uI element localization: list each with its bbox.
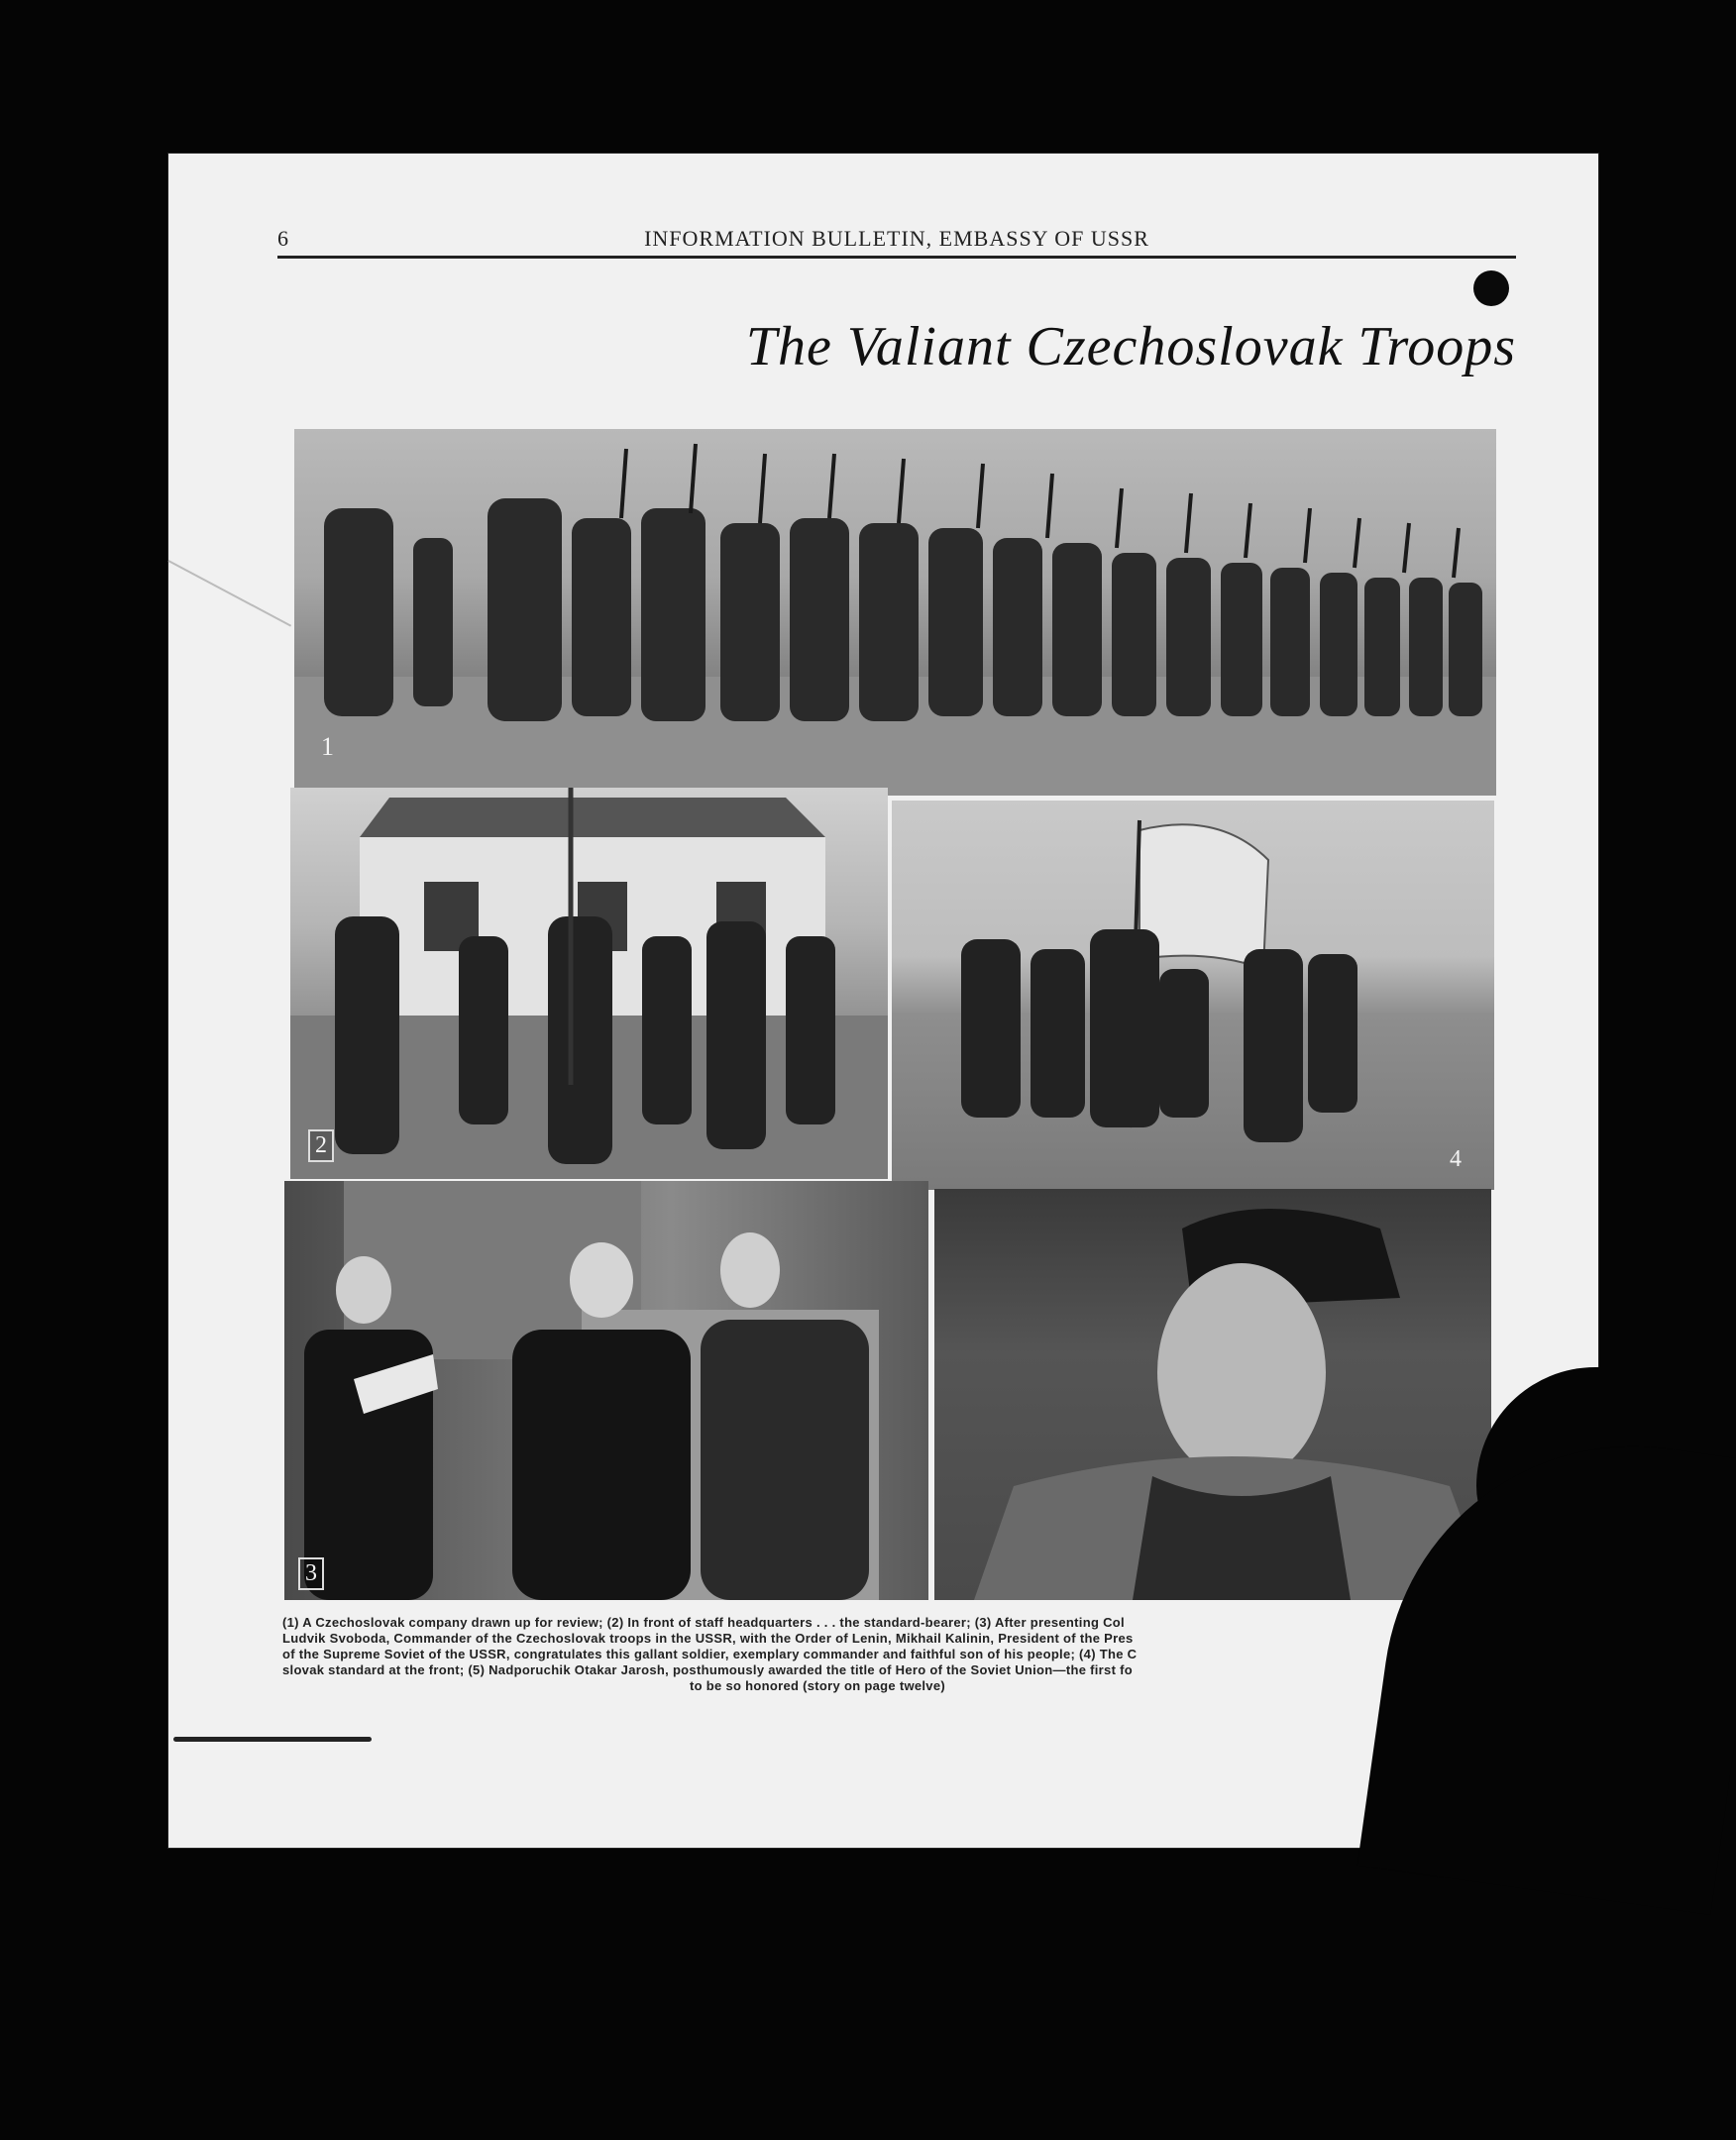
caption-line-5: to be so honored (story on page twelve)	[689, 1678, 945, 1693]
page-header	[277, 216, 1516, 259]
photo-number-1: 1	[321, 732, 334, 761]
photo-number-3: 3	[298, 1557, 324, 1590]
photo-caption	[282, 1615, 1432, 1694]
jarosh-portrait-photo	[934, 1189, 1491, 1600]
standard-at-front-photo	[892, 801, 1494, 1190]
house-and-soldiers-illustration	[290, 788, 888, 1179]
caption-line-2: Ludvik Svoboda, Commander of the Czechoslovak troops in the USSR, with the Order of Lenin, Mikhail Kalinin, President of the Pres	[282, 1631, 1134, 1646]
photo-number-4: 4	[1450, 1146, 1462, 1172]
standard-bearers-illustration	[892, 801, 1494, 1190]
photo-number-2: 2	[308, 1129, 334, 1162]
running-head: INFORMATION BULLETIN, EMBASSY OF USSR	[644, 226, 1149, 251]
headquarters-photo	[290, 788, 888, 1179]
caption-line-1: (1) A Czechoslovak company drawn up for review; (2) In front of staff headquarters . . . the standard-bearer; (3) After presenting Col	[282, 1615, 1125, 1630]
ink-mark	[173, 1737, 372, 1742]
company-review-photo	[294, 429, 1496, 796]
soldiers-illustration	[294, 429, 1496, 796]
kalinin-order-photo	[284, 1181, 928, 1600]
caption-line-4: slovak standard at the front; (5) Nadporuchik Otakar Jarosh, posthumously awarded the title of Hero of the Soviet Union—the first fo	[282, 1662, 1133, 1677]
ceremony-illustration	[284, 1181, 928, 1600]
article-title: The Valiant Czechoslovak Troops	[745, 316, 1516, 377]
caption-line-3: of the Supreme Soviet of the USSR, congratulates this gallant soldier, exemplary commander and faithful son of his people; (4) The C	[282, 1647, 1138, 1661]
portrait-illustration	[934, 1189, 1491, 1600]
page-number: 6	[277, 226, 288, 251]
punch-hole	[1473, 270, 1509, 306]
page-crease	[168, 560, 292, 626]
